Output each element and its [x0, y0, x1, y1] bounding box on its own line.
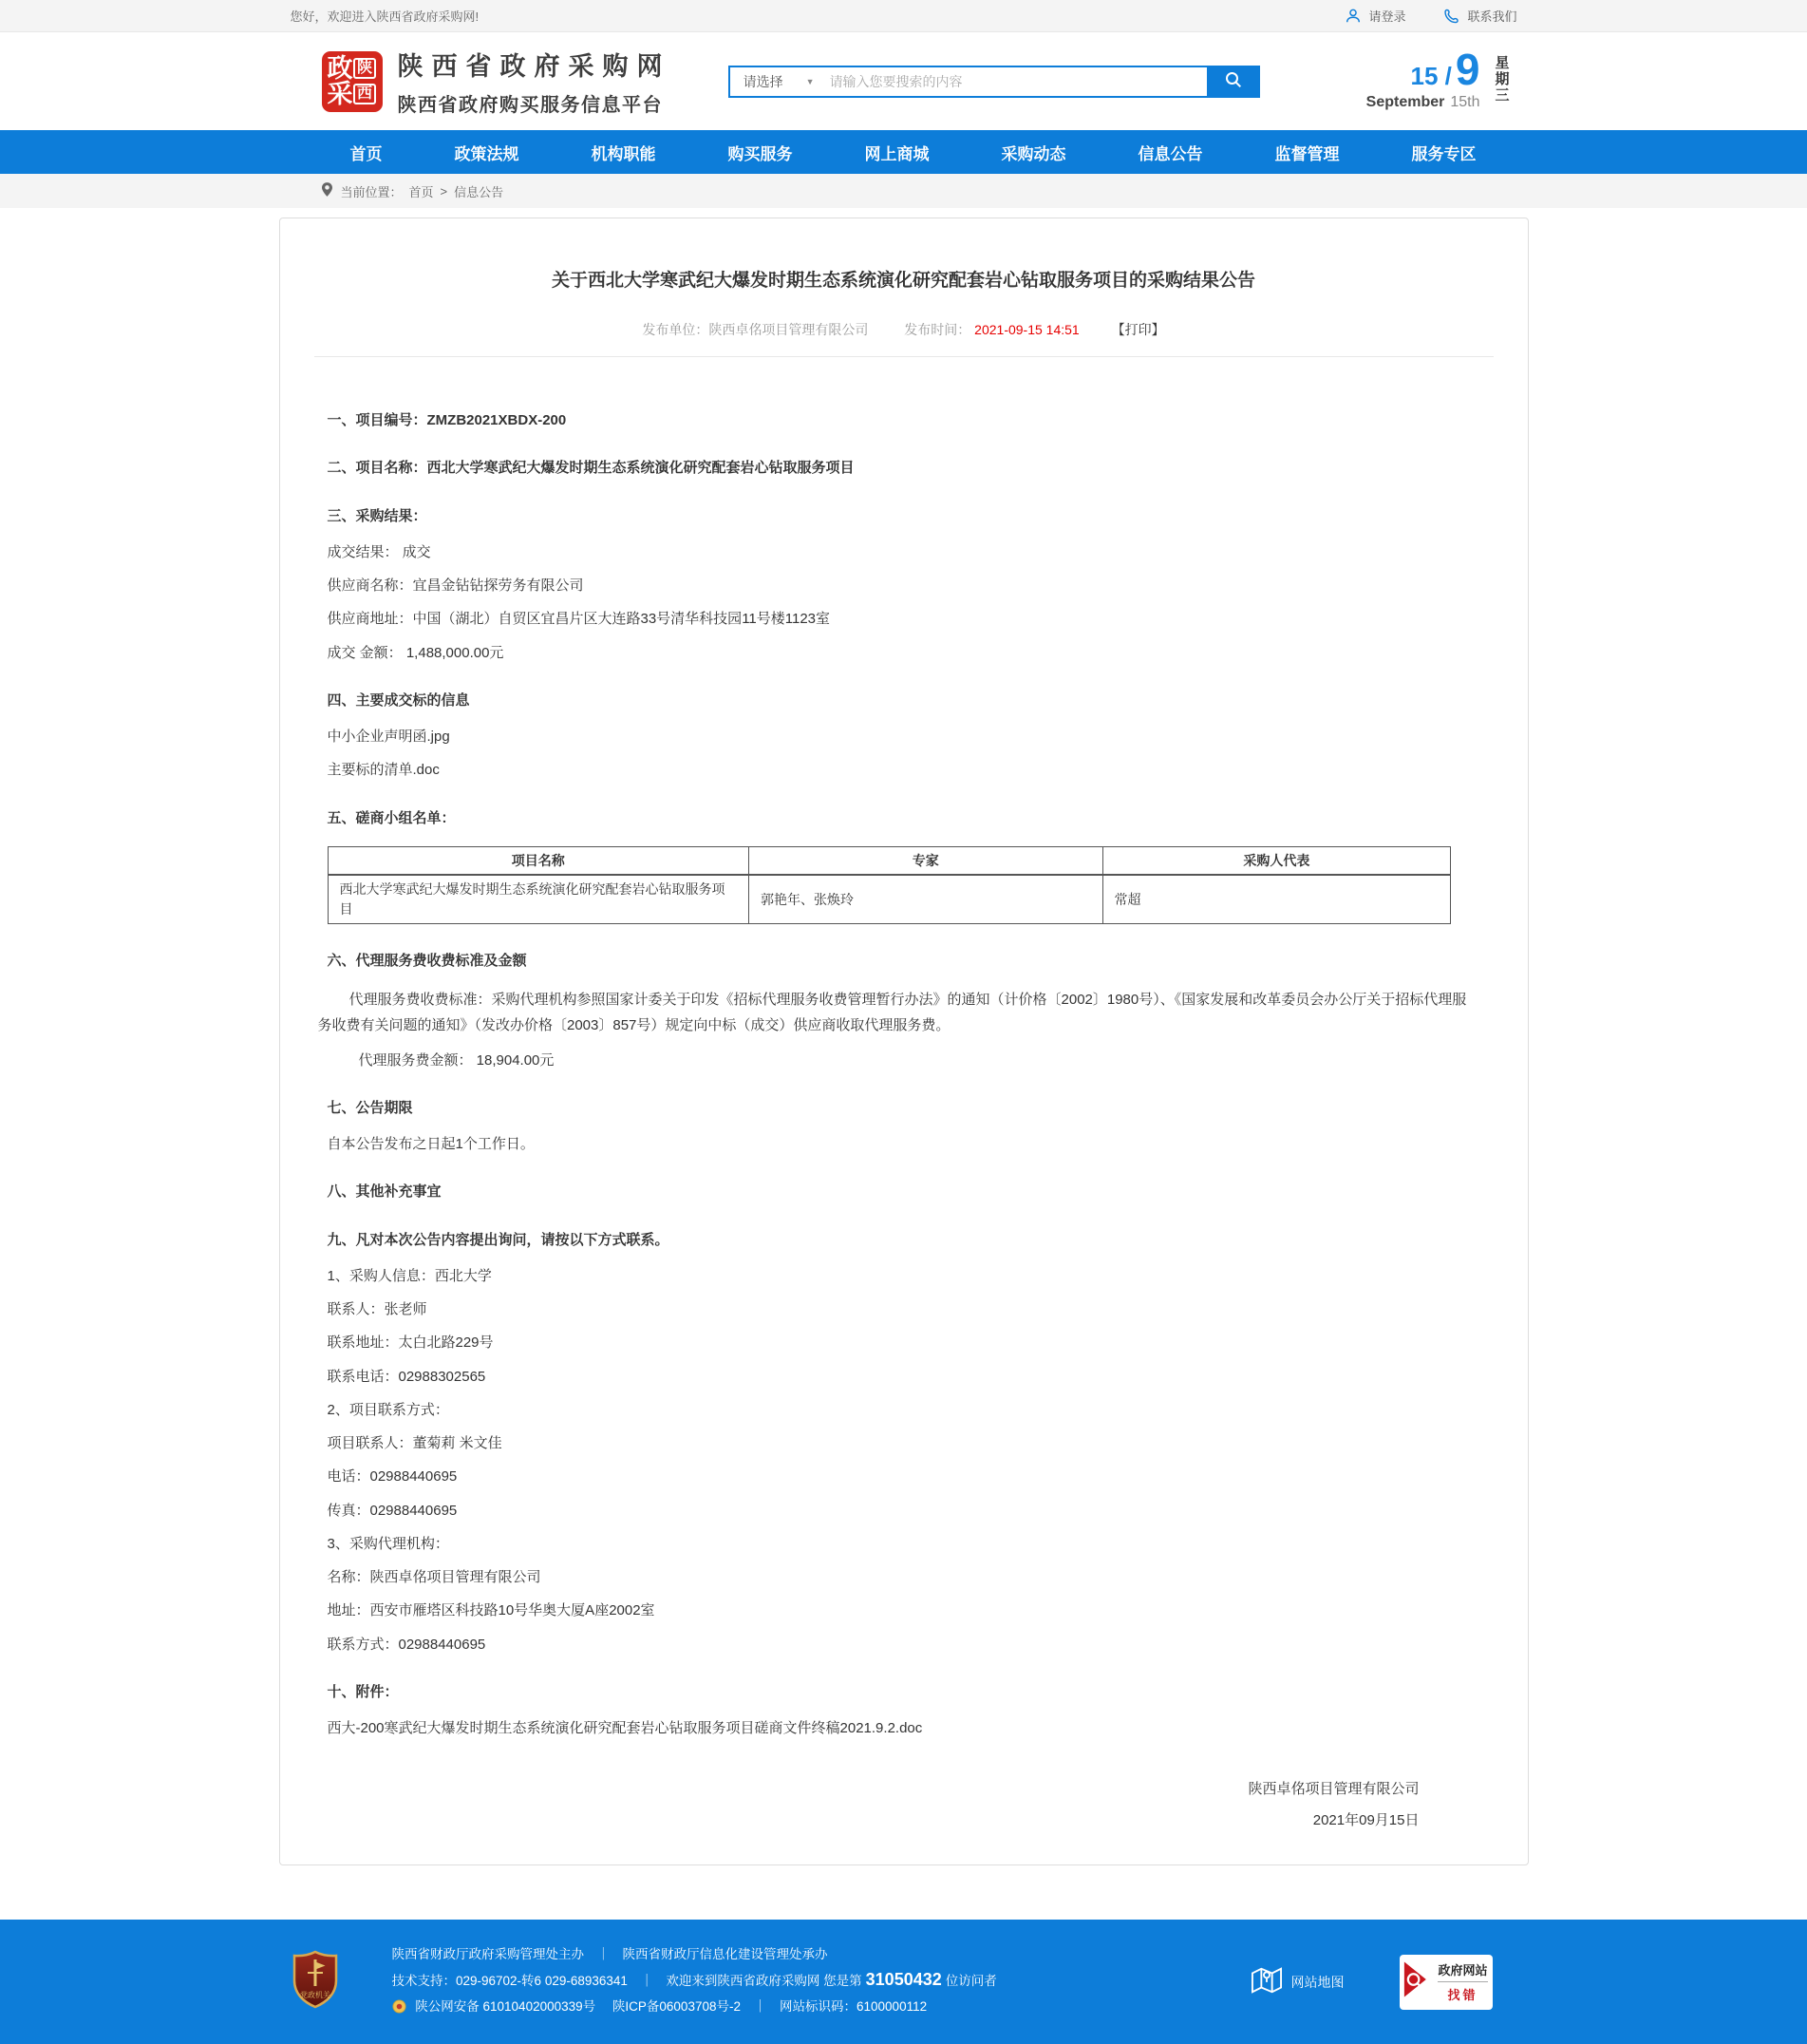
chevron-down-icon: ▼ — [805, 76, 815, 86]
publish-time-label: 发布时间： — [904, 322, 971, 337]
project-contact-person: 项目联系人：董菊莉 米文佳 — [327, 1435, 502, 1451]
search-button[interactable] — [1207, 66, 1260, 98]
section-committee: 五、磋商小组名单： — [327, 809, 456, 826]
nav-item-procurement-news[interactable]: 采购动态 — [1001, 144, 1066, 163]
map-icon — [1251, 1965, 1283, 1998]
signature-block — [328, 1773, 1480, 1836]
committee-table — [328, 846, 1452, 925]
project-phone: 电话：02988440695 — [327, 1468, 458, 1486]
footer-organizers: 陕西省财政厅政府采购管理处主办 ｜ 陕西省财政厅信息化建设管理处承办 — [391, 1947, 828, 1962]
signature-date: 2021年09月15日 — [1312, 1812, 1420, 1829]
search-icon — [1224, 70, 1243, 92]
error-finder-icon — [1403, 1960, 1432, 2003]
nav-item-service-zone[interactable]: 服务专区 — [1411, 144, 1477, 163]
announcement-card — [279, 218, 1529, 1865]
contact-address: 联系地址：太白北路229号 — [327, 1334, 494, 1352]
breadcrumb-current[interactable]: 信息公告 — [454, 184, 504, 199]
icp-number: 陕ICP备06003708号-2 — [612, 1999, 741, 2015]
beian-number: 陕公网安备 61010402000339号 — [415, 1999, 596, 2015]
section-deal-info: 四、主要成交标的信息 — [327, 691, 470, 709]
contact-person: 联系人：张老师 — [327, 1301, 427, 1317]
project-fax: 传真：02988440695 — [327, 1502, 458, 1519]
section-contact: 九、凡对本次公告内容提出询问，请按以下方式联系。 — [327, 1231, 669, 1248]
nav-item-online-mall[interactable]: 网上商城 — [864, 144, 930, 163]
police-badge-icon — [392, 2002, 406, 2016]
phone-icon — [1443, 8, 1460, 25]
project-contact-heading: 2、项目联系方式： — [327, 1401, 449, 1418]
search-category-select[interactable]: 请选择 ▼ — [743, 73, 815, 89]
nav-item-policies[interactable]: 政策法规 — [454, 144, 519, 163]
site-code: 网站标识码：6100000112 — [780, 1999, 928, 2015]
sitemap-link[interactable]: 网站地图 — [1251, 1965, 1345, 1998]
section-notice-period: 七、公告期限 — [327, 1099, 413, 1116]
supplier-name: 供应商名称：宜昌金钻钻探劳务有限公司 — [327, 577, 584, 594]
nav-item-announcements[interactable]: 信息公告 — [1138, 144, 1203, 163]
site-title: 陕西省政府采购网 — [397, 52, 671, 81]
print-button[interactable]: 【打印】 — [1111, 322, 1165, 337]
section-other-matters: 八、其他补充事宜 — [327, 1183, 442, 1201]
breadcrumb-home[interactable]: 首页 — [408, 184, 434, 199]
agency-fee-standard: 代理服务费收费标准：采购代理机构参照国家计委关于印发《招标代理服务收费管理暂行办法》的通知（计价格〔2002〕1980号）、《国家发展和改革委员会办公厅关于招标代理服务收费有关问题的通知》（发改办价格〔2003〕857号）规定向中标（成交）供应商收取代理服务费。 — [317, 991, 1467, 1033]
footer-info — [392, 1941, 1251, 2022]
brand-block — [398, 46, 671, 117]
article-meta — [314, 320, 1494, 357]
page-title: 关于西北大学寒武纪大爆发时期生态系统演化研究配套岩心钻取服务项目的采购结果公告 — [551, 271, 1255, 291]
welcome-text: 您好，欢迎进入陕西省政府采购网! — [290, 9, 480, 24]
nav-item-supervision[interactable]: 监督管理 — [1274, 144, 1340, 163]
agency-address: 地址：西安市雁塔区科技路10号华奥大厦A座2002室 — [327, 1602, 655, 1619]
site-footer — [0, 1920, 1807, 2044]
government-shield-icon — [291, 1950, 340, 2014]
agency-contact: 联系方式：02988440695 — [327, 1636, 486, 1653]
site-header — [0, 32, 1807, 130]
date-widget: 15 / 9 September 15th 星 期 三 — [1365, 45, 1510, 110]
nav-item-home[interactable]: 首页 — [349, 144, 383, 163]
footer-support: 技术支持：029-96702-转6 029-68936341 ｜ 欢迎来到陕西省政府采购网 您是第 31050432 位访问者 — [391, 1970, 997, 1990]
section-procurement-result: 三、采购结果： — [327, 507, 427, 524]
nav-item-purchase-services[interactable]: 购买服务 — [727, 144, 793, 163]
table-row — [328, 875, 1451, 924]
attachment-declaration-jpg[interactable]: 中小企业声明函.jpg — [327, 729, 450, 745]
cell-experts: 郭艳年、张焕玲 — [748, 875, 1102, 924]
search-bar — [728, 66, 1260, 98]
notice-period-text: 自本公告发布之日起1个工作日。 — [327, 1136, 535, 1152]
login-link[interactable]: 请登录 — [1345, 7, 1405, 25]
breadcrumb-bar — [0, 174, 1807, 208]
breadcrumb: 当前位置： 首页 > 信息公告 — [279, 174, 1529, 208]
main-nav — [0, 130, 1807, 174]
section-project-number: 一、项目编号：ZMZB2021XBDX-200 — [327, 412, 567, 428]
contact-phone: 联系电话：02988302565 — [327, 1368, 486, 1385]
section-project-name: 二、项目名称：西北大学寒武纪大爆发时期生态系统演化研究配套岩心钻取服务项目 — [327, 460, 855, 477]
visitor-count: 31050432 — [865, 1970, 942, 1990]
publish-time: 2021-09-15 14:51 — [974, 322, 1080, 337]
purchaser-info: 1、采购人信息：西北大学 — [327, 1267, 492, 1284]
signature-company: 陕西卓佲项目管理有限公司 — [1248, 1781, 1420, 1798]
section-agency-fee: 六、代理服务费收费标准及金额 — [327, 953, 527, 970]
col-project-name: 项目名称 — [328, 846, 748, 875]
search-input[interactable] — [828, 67, 1207, 96]
supplier-address: 供应商地址：中国（湖北）自贸区宜昌片区大连路33号清华科技园11号楼1123室 — [327, 611, 831, 628]
agency-fee-amount: 代理服务费金额： 18,904.00元 — [358, 1051, 555, 1069]
col-purchaser-rep: 采购人代表 — [1102, 846, 1451, 875]
deal-amount: 成交 金额： 1,488,000.00元 — [327, 644, 504, 661]
user-icon — [1345, 8, 1362, 25]
site-logo: 政 陕 采 西 — [322, 51, 383, 112]
agency-name: 名称：陕西卓佲项目管理有限公司 — [327, 1569, 541, 1585]
attachment-list-doc[interactable]: 主要标的清单.doc — [327, 762, 440, 779]
footer-registration: 陕公网安备 61010402000339号 陕ICP备06003708号-2 ｜ 网站标识码：6100000112 — [392, 1994, 1251, 2022]
cell-project-name: 西北大学寒武纪大爆发时期生态系统演化研究配套岩心钻取服务项目 — [328, 875, 748, 924]
col-experts: 专家 — [748, 846, 1102, 875]
agency-heading: 3、采购代理机构： — [327, 1535, 449, 1552]
publisher: 发布单位：陕西卓佲项目管理有限公司 — [642, 322, 869, 337]
top-bar — [0, 0, 1807, 32]
contact-link[interactable]: 联系我们 — [1443, 7, 1516, 25]
deal-result: 成交结果： 成交 — [327, 543, 431, 560]
site-subtitle: 陕西省政府购买服务信息平台 — [397, 95, 663, 116]
location-pin-icon — [322, 182, 334, 199]
section-attachments: 十、附件： — [327, 1683, 399, 1700]
nav-item-functions[interactable]: 机构职能 — [591, 144, 656, 163]
svg-text:党政机关: 党政机关 — [299, 1991, 330, 2000]
table-header-row — [328, 846, 1451, 875]
gov-site-error-report-badge[interactable]: 政府网站 找错 — [1400, 1955, 1493, 2010]
attachment-final-doc[interactable]: 西大-200寒武纪大爆发时期生态系统演化研究配套岩心钻取服务项目磋商文件终稿2021.9.2.doc — [327, 1720, 923, 1736]
weekday-label: 星 期 三 — [1495, 55, 1510, 104]
cell-purchaser-rep: 常超 — [1102, 875, 1451, 924]
article-body — [314, 357, 1494, 1836]
